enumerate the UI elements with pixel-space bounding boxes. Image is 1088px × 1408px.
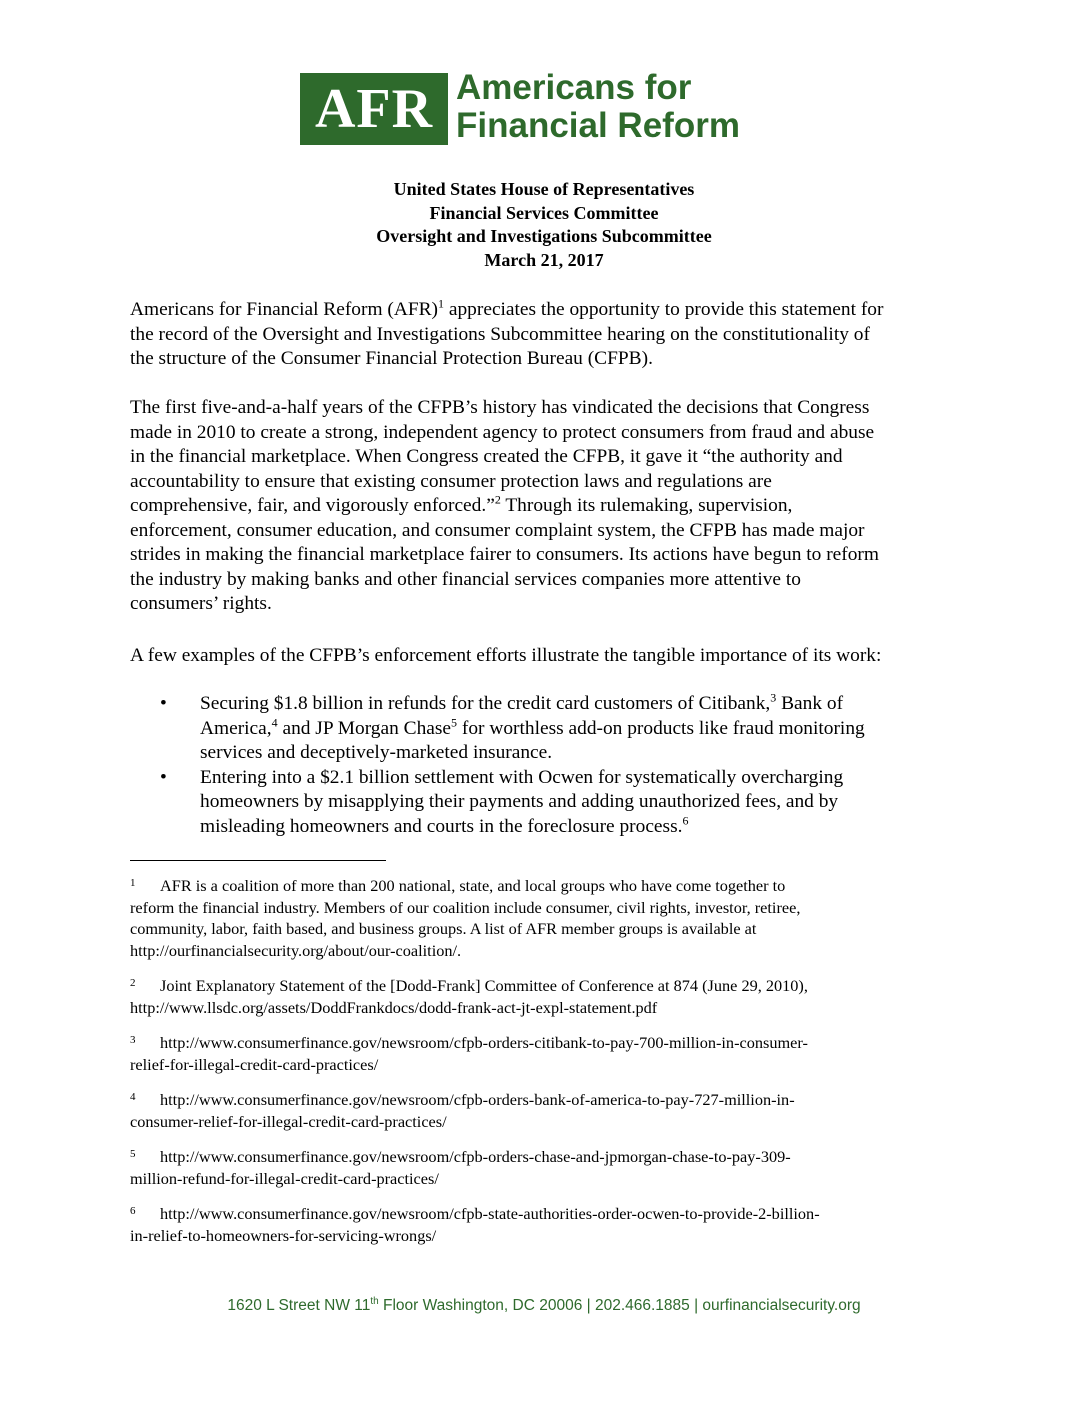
header-line-3: Oversight and Investigations Subcommittee: [376, 226, 712, 246]
list-item: • Securing $1.8 billion in refunds for the credit card customers of Citibank,$^3$ Bank of America,$^4$ and JP Morgan Chase$^5$ for worthless add-on products like fraud monitoring services and deceptively-marketed insurance.: [160, 690, 865, 763]
bullet-icon: •: [160, 766, 167, 788]
logo-wordmark: [456, 69, 740, 145]
footnote-number: 5: [130, 1148, 136, 1160]
afr-logo: [300, 68, 780, 145]
page-footer: 1620 L Street NW 11th Floor Washington, DC 20006 | 202.466.1885 | ourfinancialsecurity.org: [227, 1295, 861, 1314]
footnote-ref-5[interactable]: 5: [451, 715, 458, 730]
list-item: • Entering into a $2.1 billion settlement with Ocwen for systematically overcharging homeowners by misapplying their payments and adding unauthorized fees, and by misleading homeowners and courts in the foreclosure process.$^6$: [160, 766, 844, 837]
footnote-number: 1: [130, 877, 136, 889]
footnote-4: [130, 1089, 970, 1132]
examples-intro: A few examples of the CFPB’s enforcement efforts illustrate the tangible importance of its work:: [130, 645, 882, 666]
footnote-2: 2 Joint Explanatory Statement of the [Dodd-Frank] Committee of Conference at 874 (June 29, 2010), http://www.llsdc.org/assets/DoddFrankdocs/dodd-frank-act-jt-expl-statement.pdf: [130, 975, 970, 1018]
footnotes: [130, 875, 970, 1260]
footnote-link[interactable]: http://ourfinancialsecurity.org/about/our-coalition/.: [130, 940, 462, 960]
examples-list: [130, 692, 970, 839]
footnote-3: [130, 1032, 970, 1075]
footnote-link[interactable]: http://www.consumerfinance.gov/newsroom/cfpb-orders-chase-and-jpmorgan-chase-to-pay-309-: [160, 1147, 791, 1166]
footnote-ref-6[interactable]: 6: [682, 813, 689, 828]
footnote-link[interactable]: relief-for-illegal-credit-card-practices/: [130, 1054, 379, 1074]
footnote-ref-4[interactable]: 4: [271, 715, 278, 730]
logo-mark: AFR: [300, 73, 448, 145]
footnote-link[interactable]: consumer-relief-for-illegal-credit-card-practices/: [130, 1111, 447, 1131]
footnote-ref-2[interactable]: 2: [494, 492, 501, 507]
footnote-link[interactable]: in-relief-to-homeowners-for-servicing-wrongs/: [130, 1225, 437, 1245]
footnote-link[interactable]: http://www.consumerfinance.gov/newsroom/cfpb-state-authorities-order-ocwen-to-provide-2-billion-: [160, 1204, 820, 1223]
footnote-divider: [130, 860, 386, 861]
logo-line-2: Financial Reform: [456, 106, 740, 145]
footnote-6: [130, 1203, 970, 1246]
footnote-ref-1[interactable]: 1: [438, 296, 445, 311]
footnote-number: 3: [130, 1034, 136, 1046]
header-date: March 21, 2017: [484, 249, 604, 270]
document-header: [0, 178, 1088, 272]
intro-paragraph: Americans for Financial Reform (AFR)$^1$ appreciates the opportunity to provide this statement for the record of the Oversight and Investigations Subcommittee hearing on the constitutionality of the structure of the Consumer Financial Protection Bureau (CFPB).: [130, 296, 884, 369]
header-line-1: United States House of Representatives: [393, 179, 695, 199]
footnote-ref-3[interactable]: 3: [770, 690, 777, 705]
logo-line-1: Americans for: [456, 68, 692, 107]
footnote-link[interactable]: http://www.llsdc.org/assets/DoddFrankdocs/dodd-frank-act-jt-expl-statement.pdf: [130, 997, 658, 1017]
footnote-link[interactable]: http://www.consumerfinance.gov/newsroom/cfpb-orders-bank-of-america-to-pay-727-million-in-: [160, 1090, 795, 1109]
history-paragraph: The first five-and-a-half years of the CFPB’s history has vindicated the decisions that Congress made in 2010 to create a strong, independent agency to protect consumers from fraud and abuse in the financial marketplace. When Congress created the CFPB, it gave it “the authority and accountability to ensure that existing consumer protection laws and regulations are comprehensive, fair, and vigorously enforced.”$^2$ Through its rulemaking, supervision, enforcement, consumer education, and consumer complaint system, the CFPB has made major strides in making the financial marketplace fairer to consumers. Its actions have begun to reform the industry by making banks and other financial services companies more attentive to consumers’ rights.: [130, 397, 879, 614]
footnote-link[interactable]: million-refund-for-illegal-credit-card-practices/: [130, 1168, 439, 1188]
footnote-1: 1 AFR is a coalition of more than 200 national, state, and local groups who have come together to reform the financial industry. Members of our coalition include consumer, civil rights, investor, retiree, community, labor, faith based, and business groups. A list of AFR member groups is available at http://ourfinancialsecurity.org/about/our-coalition/.: [130, 875, 970, 961]
footnote-number: 2: [130, 977, 136, 989]
footnote-number: 4: [130, 1091, 136, 1103]
bullet-icon: •: [160, 693, 167, 714]
footnote-link[interactable]: http://www.consumerfinance.gov/newsroom/cfpb-orders-citibank-to-pay-700-million-in-consumer-: [160, 1033, 808, 1052]
header-line-2: Financial Services Committee: [429, 202, 659, 223]
footnote-5: [130, 1146, 970, 1189]
footnote-number: 6: [130, 1205, 136, 1217]
